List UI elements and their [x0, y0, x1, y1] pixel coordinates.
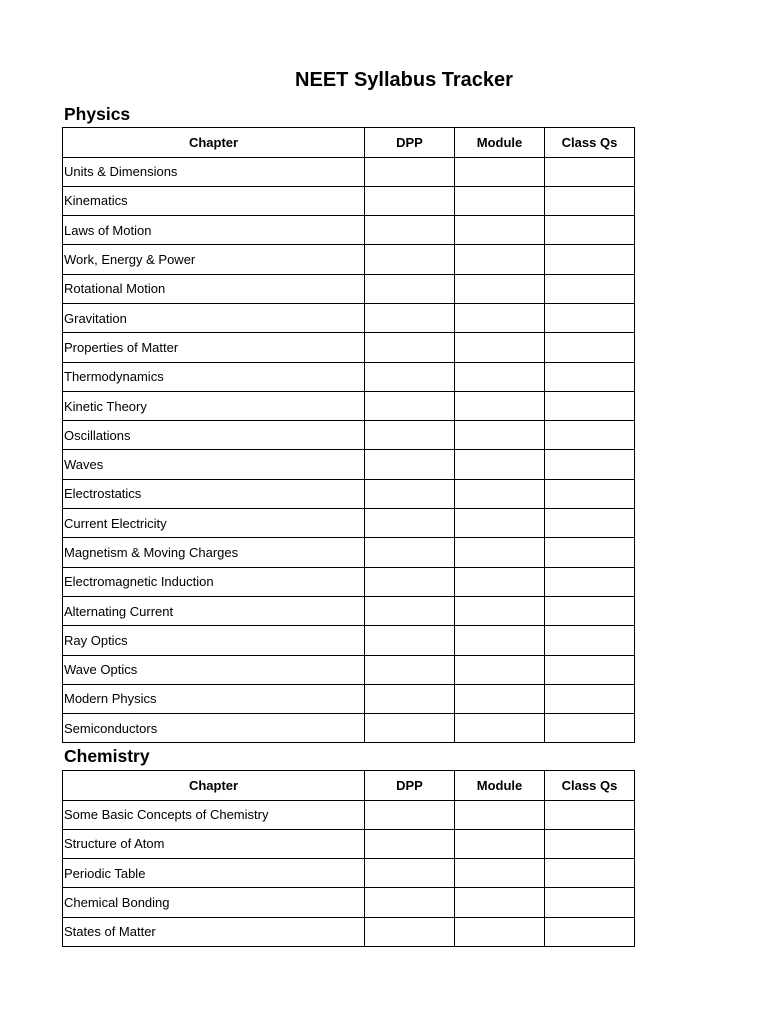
class-qs-checkbox-cell — [545, 538, 635, 567]
chapter-name-cell: Kinetic Theory — [63, 391, 365, 420]
chapter-name-cell: Some Basic Concepts of Chemistry — [63, 800, 365, 829]
chapter-name-cell: Wave Optics — [63, 655, 365, 684]
class-qs-checkbox-cell — [545, 829, 635, 858]
table-row — [63, 362, 635, 391]
chapter-name-cell: Waves — [63, 450, 365, 479]
dpp-checkbox-cell — [365, 216, 455, 245]
chapter-name-cell: Alternating Current — [63, 596, 365, 625]
chapter-name-cell: Current Electricity — [63, 509, 365, 538]
physics-tracker-table — [62, 127, 635, 743]
class-qs-checkbox-cell — [545, 800, 635, 829]
table-row — [63, 450, 635, 479]
module-checkbox-cell — [455, 800, 545, 829]
class-qs-checkbox-cell — [545, 186, 635, 215]
table-row — [63, 274, 635, 303]
chapter-name-cell: Gravitation — [63, 303, 365, 332]
dpp-checkbox-cell — [365, 859, 455, 888]
dpp-checkbox-cell — [365, 626, 455, 655]
dpp-checkbox-cell — [365, 567, 455, 596]
dpp-checkbox-cell — [365, 421, 455, 450]
class-qs-checkbox-cell — [545, 157, 635, 186]
module-checkbox-cell — [455, 714, 545, 743]
module-checkbox-cell — [455, 829, 545, 858]
chapter-name-cell: Electromagnetic Induction — [63, 567, 365, 596]
module-checkbox-cell — [455, 917, 545, 946]
chapter-name-cell: Work, Energy & Power — [63, 245, 365, 274]
class-qs-checkbox-cell — [545, 479, 635, 508]
chapter-name-cell: Laws of Motion — [63, 216, 365, 245]
module-checkbox-cell — [455, 216, 545, 245]
dpp-checkbox-cell — [365, 391, 455, 420]
class-qs-checkbox-cell — [545, 391, 635, 420]
dpp-checkbox-cell — [365, 655, 455, 684]
table-row — [63, 567, 635, 596]
table-header-row — [63, 128, 635, 158]
class-qs-checkbox-cell — [545, 917, 635, 946]
dpp-checkbox-cell — [365, 596, 455, 625]
chapter-name-cell: Kinematics — [63, 186, 365, 215]
table-row — [63, 303, 635, 332]
chapter-name-cell: Units & Dimensions — [63, 157, 365, 186]
chemistry-tracker-table — [62, 770, 635, 947]
module-checkbox-cell — [455, 888, 545, 917]
class-qs-checkbox-cell — [545, 684, 635, 713]
dpp-checkbox-cell — [365, 800, 455, 829]
module-checkbox-cell — [455, 245, 545, 274]
chapter-name-cell: States of Matter — [63, 917, 365, 946]
module-checkbox-cell — [455, 567, 545, 596]
class-qs-checkbox-cell — [545, 362, 635, 391]
module-checkbox-cell — [455, 596, 545, 625]
table-row — [63, 157, 635, 186]
dpp-checkbox-cell — [365, 157, 455, 186]
dpp-checkbox-cell — [365, 829, 455, 858]
chapter-name-cell: Oscillations — [63, 421, 365, 450]
section-heading-physics: Physics — [64, 104, 131, 124]
table-row — [63, 216, 635, 245]
dpp-checkbox-cell — [365, 714, 455, 743]
chapter-name-cell: Structure of Atom — [63, 829, 365, 858]
class-qs-checkbox-cell — [545, 655, 635, 684]
dpp-checkbox-cell — [365, 888, 455, 917]
class-qs-checkbox-cell — [545, 333, 635, 362]
table-row — [63, 655, 635, 684]
class-qs-checkbox-cell — [545, 509, 635, 538]
column-header-dpp: DPP — [365, 128, 455, 158]
column-header-dpp: DPP — [365, 771, 455, 801]
module-checkbox-cell — [455, 333, 545, 362]
dpp-checkbox-cell — [365, 509, 455, 538]
table-row — [63, 509, 635, 538]
module-checkbox-cell — [455, 538, 545, 567]
column-header-class-qs: Class Qs — [545, 128, 635, 158]
class-qs-checkbox-cell — [545, 567, 635, 596]
column-header-module: Module — [455, 128, 545, 158]
class-qs-checkbox-cell — [545, 859, 635, 888]
table-row — [63, 391, 635, 420]
class-qs-checkbox-cell — [545, 274, 635, 303]
document-title: NEET Syllabus Tracker — [295, 69, 513, 91]
table-row — [63, 684, 635, 713]
class-qs-checkbox-cell — [545, 421, 635, 450]
chapter-name-cell: Rotational Motion — [63, 274, 365, 303]
table-row — [63, 538, 635, 567]
module-checkbox-cell — [455, 626, 545, 655]
table-header-row — [63, 771, 635, 801]
module-checkbox-cell — [455, 186, 545, 215]
table-row — [63, 829, 635, 858]
table-row — [63, 917, 635, 946]
module-checkbox-cell — [455, 362, 545, 391]
chapter-name-cell: Semiconductors — [63, 714, 365, 743]
dpp-checkbox-cell — [365, 245, 455, 274]
class-qs-checkbox-cell — [545, 596, 635, 625]
dpp-checkbox-cell — [365, 186, 455, 215]
table-row — [63, 245, 635, 274]
dpp-checkbox-cell — [365, 303, 455, 332]
dpp-checkbox-cell — [365, 333, 455, 362]
table-row — [63, 714, 635, 743]
table-row — [63, 186, 635, 215]
chapter-name-cell: Modern Physics — [63, 684, 365, 713]
module-checkbox-cell — [455, 274, 545, 303]
class-qs-checkbox-cell — [545, 450, 635, 479]
dpp-checkbox-cell — [365, 479, 455, 508]
chapter-name-cell: Ray Optics — [63, 626, 365, 655]
column-header-module: Module — [455, 771, 545, 801]
class-qs-checkbox-cell — [545, 714, 635, 743]
column-header-chapter: Chapter — [63, 771, 365, 801]
module-checkbox-cell — [455, 859, 545, 888]
section-heading-chemistry: Chemistry — [64, 746, 150, 766]
table-row — [63, 596, 635, 625]
module-checkbox-cell — [455, 157, 545, 186]
class-qs-checkbox-cell — [545, 216, 635, 245]
column-header-chapter: Chapter — [63, 128, 365, 158]
module-checkbox-cell — [455, 421, 545, 450]
module-checkbox-cell — [455, 655, 545, 684]
class-qs-checkbox-cell — [545, 303, 635, 332]
chapter-name-cell: Properties of Matter — [63, 333, 365, 362]
dpp-checkbox-cell — [365, 917, 455, 946]
column-header-class-qs: Class Qs — [545, 771, 635, 801]
table-row — [63, 888, 635, 917]
dpp-checkbox-cell — [365, 538, 455, 567]
table-row — [63, 479, 635, 508]
module-checkbox-cell — [455, 684, 545, 713]
table-row — [63, 800, 635, 829]
chapter-name-cell: Chemical Bonding — [63, 888, 365, 917]
table-row — [63, 859, 635, 888]
chapter-name-cell: Thermodynamics — [63, 362, 365, 391]
dpp-checkbox-cell — [365, 362, 455, 391]
module-checkbox-cell — [455, 479, 545, 508]
table-row — [63, 421, 635, 450]
class-qs-checkbox-cell — [545, 245, 635, 274]
class-qs-checkbox-cell — [545, 626, 635, 655]
chapter-name-cell: Electrostatics — [63, 479, 365, 508]
dpp-checkbox-cell — [365, 684, 455, 713]
chapter-name-cell: Magnetism & Moving Charges — [63, 538, 365, 567]
module-checkbox-cell — [455, 303, 545, 332]
module-checkbox-cell — [455, 391, 545, 420]
dpp-checkbox-cell — [365, 274, 455, 303]
class-qs-checkbox-cell — [545, 888, 635, 917]
dpp-checkbox-cell — [365, 450, 455, 479]
module-checkbox-cell — [455, 450, 545, 479]
table-row — [63, 333, 635, 362]
module-checkbox-cell — [455, 509, 545, 538]
table-row — [63, 626, 635, 655]
chapter-name-cell: Periodic Table — [63, 859, 365, 888]
